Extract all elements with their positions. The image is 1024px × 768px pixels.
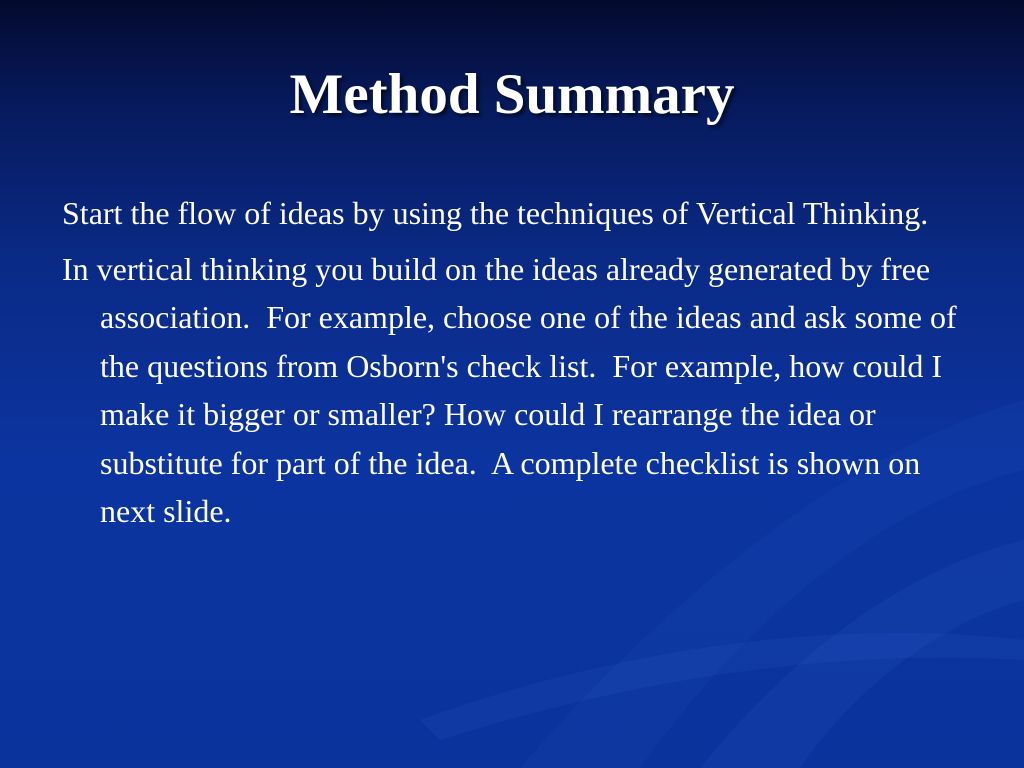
slide-title: Method Summary [289, 63, 735, 126]
body-paragraph-1: Start the flow of ideas by using the techniques of Vertical Thinking. [62, 195, 929, 231]
body-paragraph-2: In vertical thinking you build on the ideas already generated by free association. For example, choose one of the ideas and ask some of the questions from Osborn's check list. For example, how could I make it bigger or smaller? How could I rearrange the idea or substitute for part of the idea. A complete checklist is shown on next slide. [62, 250, 965, 529]
slide-body [62, 189, 972, 543]
